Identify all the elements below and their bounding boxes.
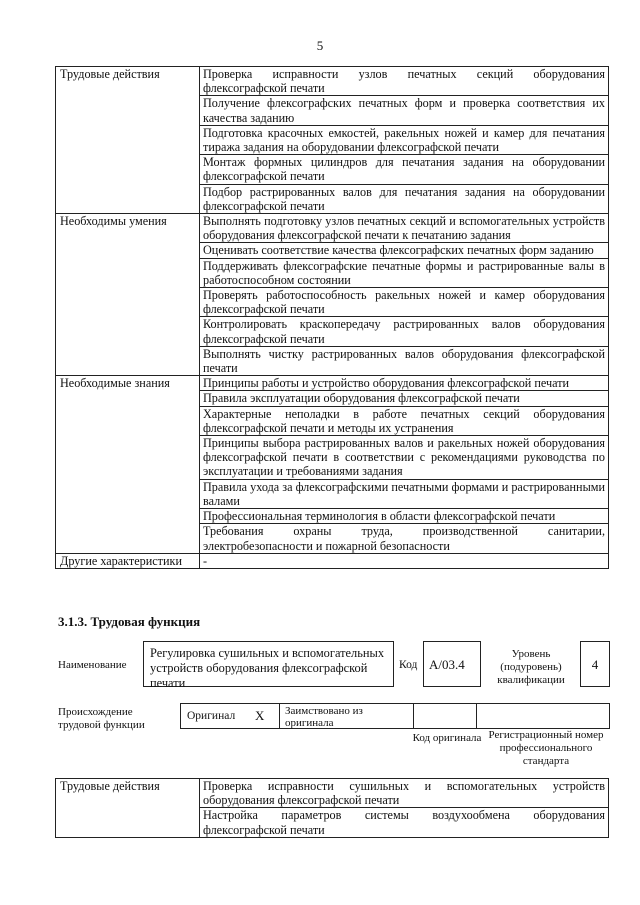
table-item: Проверка исправности сушильных и вспомогательных устройств оборудования флексографской печати (200, 779, 609, 808)
row-category-label: Трудовые действия (56, 779, 200, 838)
origin-row (180, 703, 610, 729)
original-cell (180, 703, 280, 729)
function-code-box: А/03.4 (423, 641, 481, 687)
table-item: Профессиональная терминология в области флексографской печати (200, 509, 609, 524)
table-item: Правила эксплуатации оборудования флексографской печати (200, 391, 609, 406)
qualification-level-box: 4 (580, 641, 610, 687)
name-label: Наименование (58, 659, 127, 671)
table-item: Проверка исправности узлов печатных секций оборудования флексографской печати (200, 67, 609, 96)
page-number: 5 (316, 38, 324, 53)
table-item: Принципы выбора растрированных валов и ракельных ножей оборудования флексографской печати в соответствии с рекомендациями руководства по эксплуатации и требованиями задания (200, 436, 609, 480)
table-item: Проверять работоспособность ракельных ножей и камер оборудования флексографской печати (200, 288, 609, 317)
row-category-label: Необходимые знания (56, 376, 200, 553)
row-category-label: Необходимы умения (56, 214, 200, 376)
original-code-cell (413, 703, 477, 729)
table-item: Правила ухода за флексографскими печатными формами и растрированными валами (200, 479, 609, 508)
function-name-box: Регулировка сушильных и вспомогательных устройств оборудования флексографской печати (143, 641, 394, 687)
table-row (56, 214, 609, 243)
table-row (56, 67, 609, 96)
registration-number-caption: Регистрационный номер профессионального стандарта (488, 729, 604, 767)
table-item: Требования охраны труда, производственной санитарии, электробезопасности и пожарной безопасности (200, 524, 609, 553)
table-item: - (200, 553, 609, 568)
table-item: Получение флексографских печатных форм и проверка соответствия их качества заданию (200, 96, 609, 125)
table-item: Выполнять чистку растрированных валов оборудования флексографской печати (200, 346, 609, 375)
table-item: Выполнять подготовку узлов печатных секций и вспомогательных устройств оборудования флексографской печати к печатанию задания (200, 214, 609, 243)
code-label: Код (399, 659, 418, 671)
row-category-label: Трудовые действия (56, 67, 200, 214)
table-row (56, 779, 609, 808)
table-row (56, 553, 609, 568)
table-item: Поддерживать флексографские печатные формы и растрированные валы в работоспособном состоянии (200, 258, 609, 287)
row-category-label: Другие характеристики (56, 553, 200, 568)
table-item: Подбор растрированных валов для печатания задания на оборудовании флексографской печати (200, 184, 609, 213)
qualification-level-label: Уровень (подуровень) квалификации (497, 648, 565, 686)
original-label: Оригинал (187, 710, 236, 722)
table-row (56, 376, 609, 391)
original-code-caption: Код оригинала (412, 732, 482, 744)
table-item: Подготовка красочных емкостей, ракельных ножей и камер для печатания тиража задания на оборудовании флексографской печати (200, 125, 609, 154)
table-item: Монтаж формных цилиндров для печатания задания на оборудовании флексографской печати (200, 155, 609, 184)
competency-table (55, 66, 609, 569)
table-item: Оценивать соответствие качества флексографских печатных форм заданию (200, 243, 609, 258)
labor-actions-table (55, 778, 609, 838)
section-heading: 3.1.3. Трудовая функция (58, 614, 201, 629)
original-mark: X (255, 708, 265, 723)
registration-number-cell (476, 703, 610, 729)
origin-label: Происхождение трудовой функции (58, 706, 145, 731)
borrowed-cell: Заимствовано из оригинала (279, 703, 414, 729)
table-item: Характерные неполадки в работе печатных секций оборудования флексографской печати и методы их устранения (200, 406, 609, 435)
table-item: Настройка параметров системы воздухообмена оборудования флексографской печати (200, 808, 609, 837)
table-item: Контролировать краскопередачу растрированных валов оборудования флексографской печати (200, 317, 609, 346)
table-item: Принципы работы и устройство оборудования флексографской печати (200, 376, 609, 391)
